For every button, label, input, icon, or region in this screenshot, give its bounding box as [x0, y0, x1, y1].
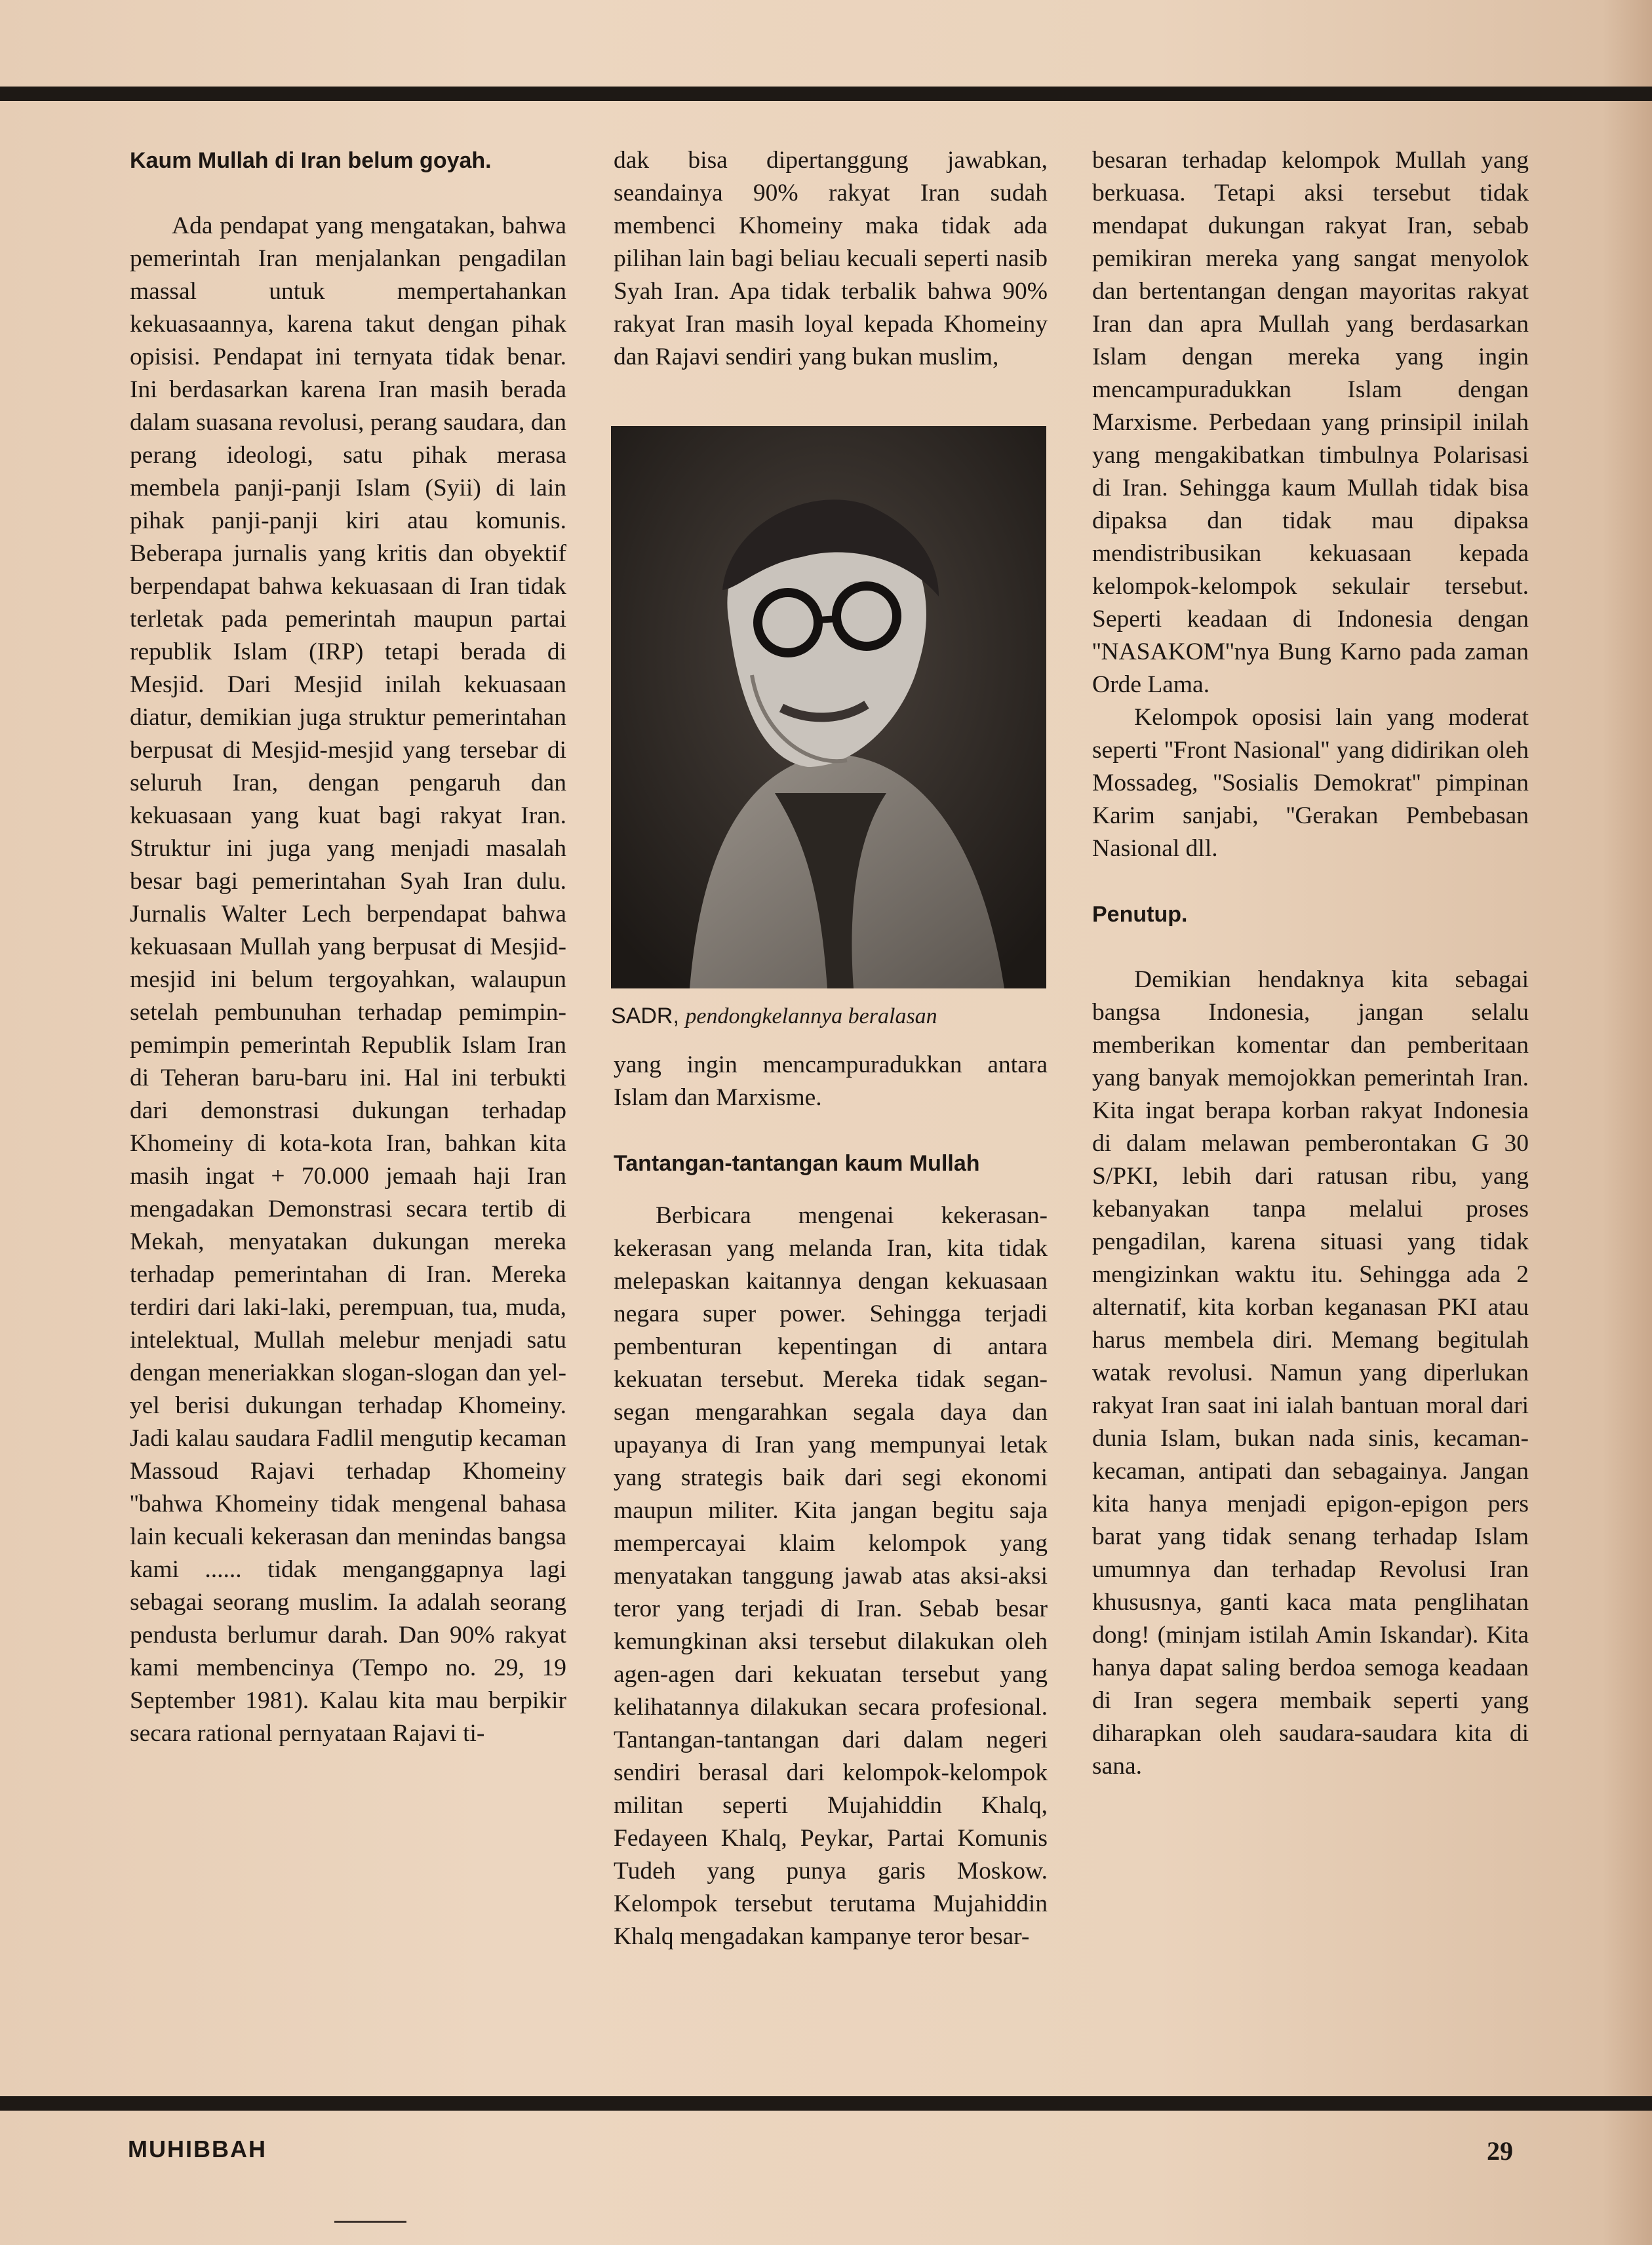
section-heading-mullah: Kaum Mullah di Iran belum goyah.	[130, 148, 492, 173]
caption-name: SADR,	[611, 1004, 679, 1028]
bottom-rule	[0, 2096, 1652, 2111]
column-2-paragraph-top: dak bisa dipertanggung jawabkan, seandainya 90% rakyat Iran sudah membenci Khomeiny maka tidak ada pilihan lain bagi beliau kecuali seperti nasib Syah Iran. Apa tidak terbalik bahwa 90% rakyat Iran masih loyal kepada Khomeiny dan Rajavi sendiri yang bukan muslim,	[614, 147, 1048, 370]
magazine-name: MUHIBBAH	[128, 2136, 267, 2162]
footer-dash	[334, 2221, 406, 2223]
photo-caption	[611, 1000, 1057, 1033]
portrait-image	[611, 426, 1046, 988]
column-3	[1092, 144, 1529, 1783]
section-heading-challenges: Tantangan-tantangan kaum Mullah	[614, 1151, 980, 1176]
page-number: 29	[1487, 2136, 1513, 2166]
top-rule	[0, 87, 1652, 101]
column-1-paragraph: Ada pendapat yang mengatakan, bahwa pemerintah Iran menjalankan pengadilan massal untuk mempertahankan kekuasaannya, karena takut dengan pihak opisisi. Pendapat ini ternyata tidak benar. Ini berdasarkan karena Iran masih berada dalam suasana revolusi, perang saudara, dan perang ideologi, satu pihak merasa membela panji-panji Islam (Syii) di lain pihak panji-panji kiri atau komunis. Beberapa jurnalis yang kritis dan obyektif berpendapat bahwa kekuasaan di Iran tidak terletak pada pemerintah maupun partai republik Islam (IRP) tetapi berada di Mesjid. Dari Mesjid inilah kekuasaan diatur, demikian juga struktur pemerintahan berpusat di Mesjid-mesjid yang tersebar di seluruh Iran, dengan pengaruh dan kekuasaan yang kuat bagi rakyat Iran. Struktur ini juga yang menjadi masalah besar bagi pemerintahan Syah Iran dulu. Jurnalis Walter Lech berpendapat bahwa kekuasaan Mullah yang berpusat di Mesjid-mesjid ini belum tergoyahkan, walaupun setelah pembunuhan terhadap pemimpin-pemimpin pemerintah Republik Islam Iran di Teheran baru-baru ini. Hal ini terbukti dari demonstrasi dukungan terhadap Khomeiny di kota-kota Iran, bahkan kita masih ingat + 70.000 jemaah haji Iran mengadakan Demonstrasi secara tertib di Mekah, menyatakan dukungan mereka terhadap pemerintahan di Iran. Mereka terdiri dari laki-laki, perempuan, tua, muda, intelektual, Mullah melebur menjadi satu dengan meneriakkan slogan-slogan dan yel-yel berisi dukungan terhadap Khomeiny. Jadi kalau saudara Fadlil mengutip kecaman Massoud Rajavi terhadap Khomeiny ''bahwa Khomeiny tidak mengenal bahasa lain kecuali kekerasan dan menindas bangsa kami ...... tidak menganggapnya lagi sebagai seorang muslim. Ia adalah seorang pendusta berlumur darah. Dan 90% rakyat kami membencinya (Tempo no. 29, 19 September 1981). Kalau kita mau berpikir secara rational pernyataan Rajavi ti-	[130, 212, 566, 1747]
caption-text: pendongkelannya beralasan	[685, 1004, 937, 1028]
portrait-photo	[611, 426, 1046, 988]
column-2-paragraph-after-caption: yang ingin mencampuradukkan antara Islam dan Marxisme.	[614, 1051, 1048, 1111]
column-3-paragraph-2: Kelompok oposisi lain yang moderat seperti ''Front Nasional'' yang didirikan oleh Mossadeg, ''Sosialis Demokrat'' pimpinan Karim sanjabi, ''Gerakan Pembebasan Nasional dll.	[1092, 704, 1529, 862]
column-2-paragraph: Berbicara mengenai kekerasan-kekerasan yang melanda Iran, kita tidak melepaskan kaitannya dengan kekuasaan negara super power. Sehingga terjadi pembenturan kepentingan di antara kekuatan tersebut. Mereka tidak segan-segan mengarahkan segala daya dan upayanya di Iran yang mempunyai letak yang strategis baik dari segi ekonomi maupun militer. Kita jangan begitu saja mempercayai klaim kelompok yang menyatakan tanggung jawab atas aksi-aksi teror yang terjadi di Iran. Sebab besar kemungkinan aksi tersebut dilakukan oleh agen-agen dari kekuatan tersebut yang kelihatannya dilakukan secara profesional. Tantangan-tantangan dari dalam negeri sendiri berasal dari kelompok-kelompok militan seperti Mujahiddin Khalq, Fedayeen Khalq, Peykar, Partai Komunis Tudeh yang punya garis Moskow. Kelompok tersebut terutama Mujahiddin Khalq mengadakan kampanye teror besar-	[614, 1202, 1048, 1950]
section-heading-closing: Penutup.	[1092, 902, 1188, 927]
column-2-bottom	[614, 1049, 1048, 1953]
column-3-paragraph-3: Demikian hendaknya kita sebagai bangsa Indonesia, jangan selalu memberikan komentar dan pemberitaan yang banyak memojokkan pemerintah Iran. Kita ingat berapa korban rakyat Indonesia di dalam melawan pemberontakan G 30 S/PKI, lebih dari ratusan ribu, yang kebanyakan tanpa melalui proses pengadilan, karena situasi yang tidak mengizinkan waktu itu. Sehingga ada 2 alternatif, kita korban keganasan PKI atau harus membela diri. Memang begitulah watak revolusi. Namun yang diperlukan rakyat Iran saat ini ialah bantuan moral dari dunia Islam, bukan nada sinis, kecaman-kecaman, antipati dan sebagainya. Jangan kita hanya menjadi epigon-epigon pers barat yang tidak senang terhadap Islam umumnya dan terhadap Revolusi Iran khususnya, ganti kaca mata penglihatan dong! (minjam istilah Amin Iskandar). Kita hanya dapat saling berdoa semoga keadaan di Iran segera membaik seperti yang diharapkan oleh saudara-saudara kita di sana.	[1092, 966, 1529, 1780]
column-2-top	[614, 144, 1048, 374]
column-1	[130, 144, 566, 1750]
column-3-paragraph-1: besaran terhadap kelompok Mullah yang berkuasa. Tetapi aksi tersebut tidak mendapat dukungan rakyat Iran, sebab pemikiran mereka yang sangat menyolok dan bertentangan dengan mayoritas rakyat Iran dan apra Mullah yang berdasarkan Islam dengan mereka yang ingin mencampuradukkan Islam dengan Marxisme. Perbedaan yang prinsipil inilah yang mengakibatkan timbulnya Polarisasi di Iran. Sehingga kaum Mullah tidak bisa dipaksa dan tidak mau dipaksa mendistribusikan kekuasaan kepada kelompok-kelompok sekulair tersebut. Seperti keadaan di Indonesia dengan ''NASAKOM''nya Bung Karno pada zaman Orde Lama.	[1092, 147, 1529, 698]
